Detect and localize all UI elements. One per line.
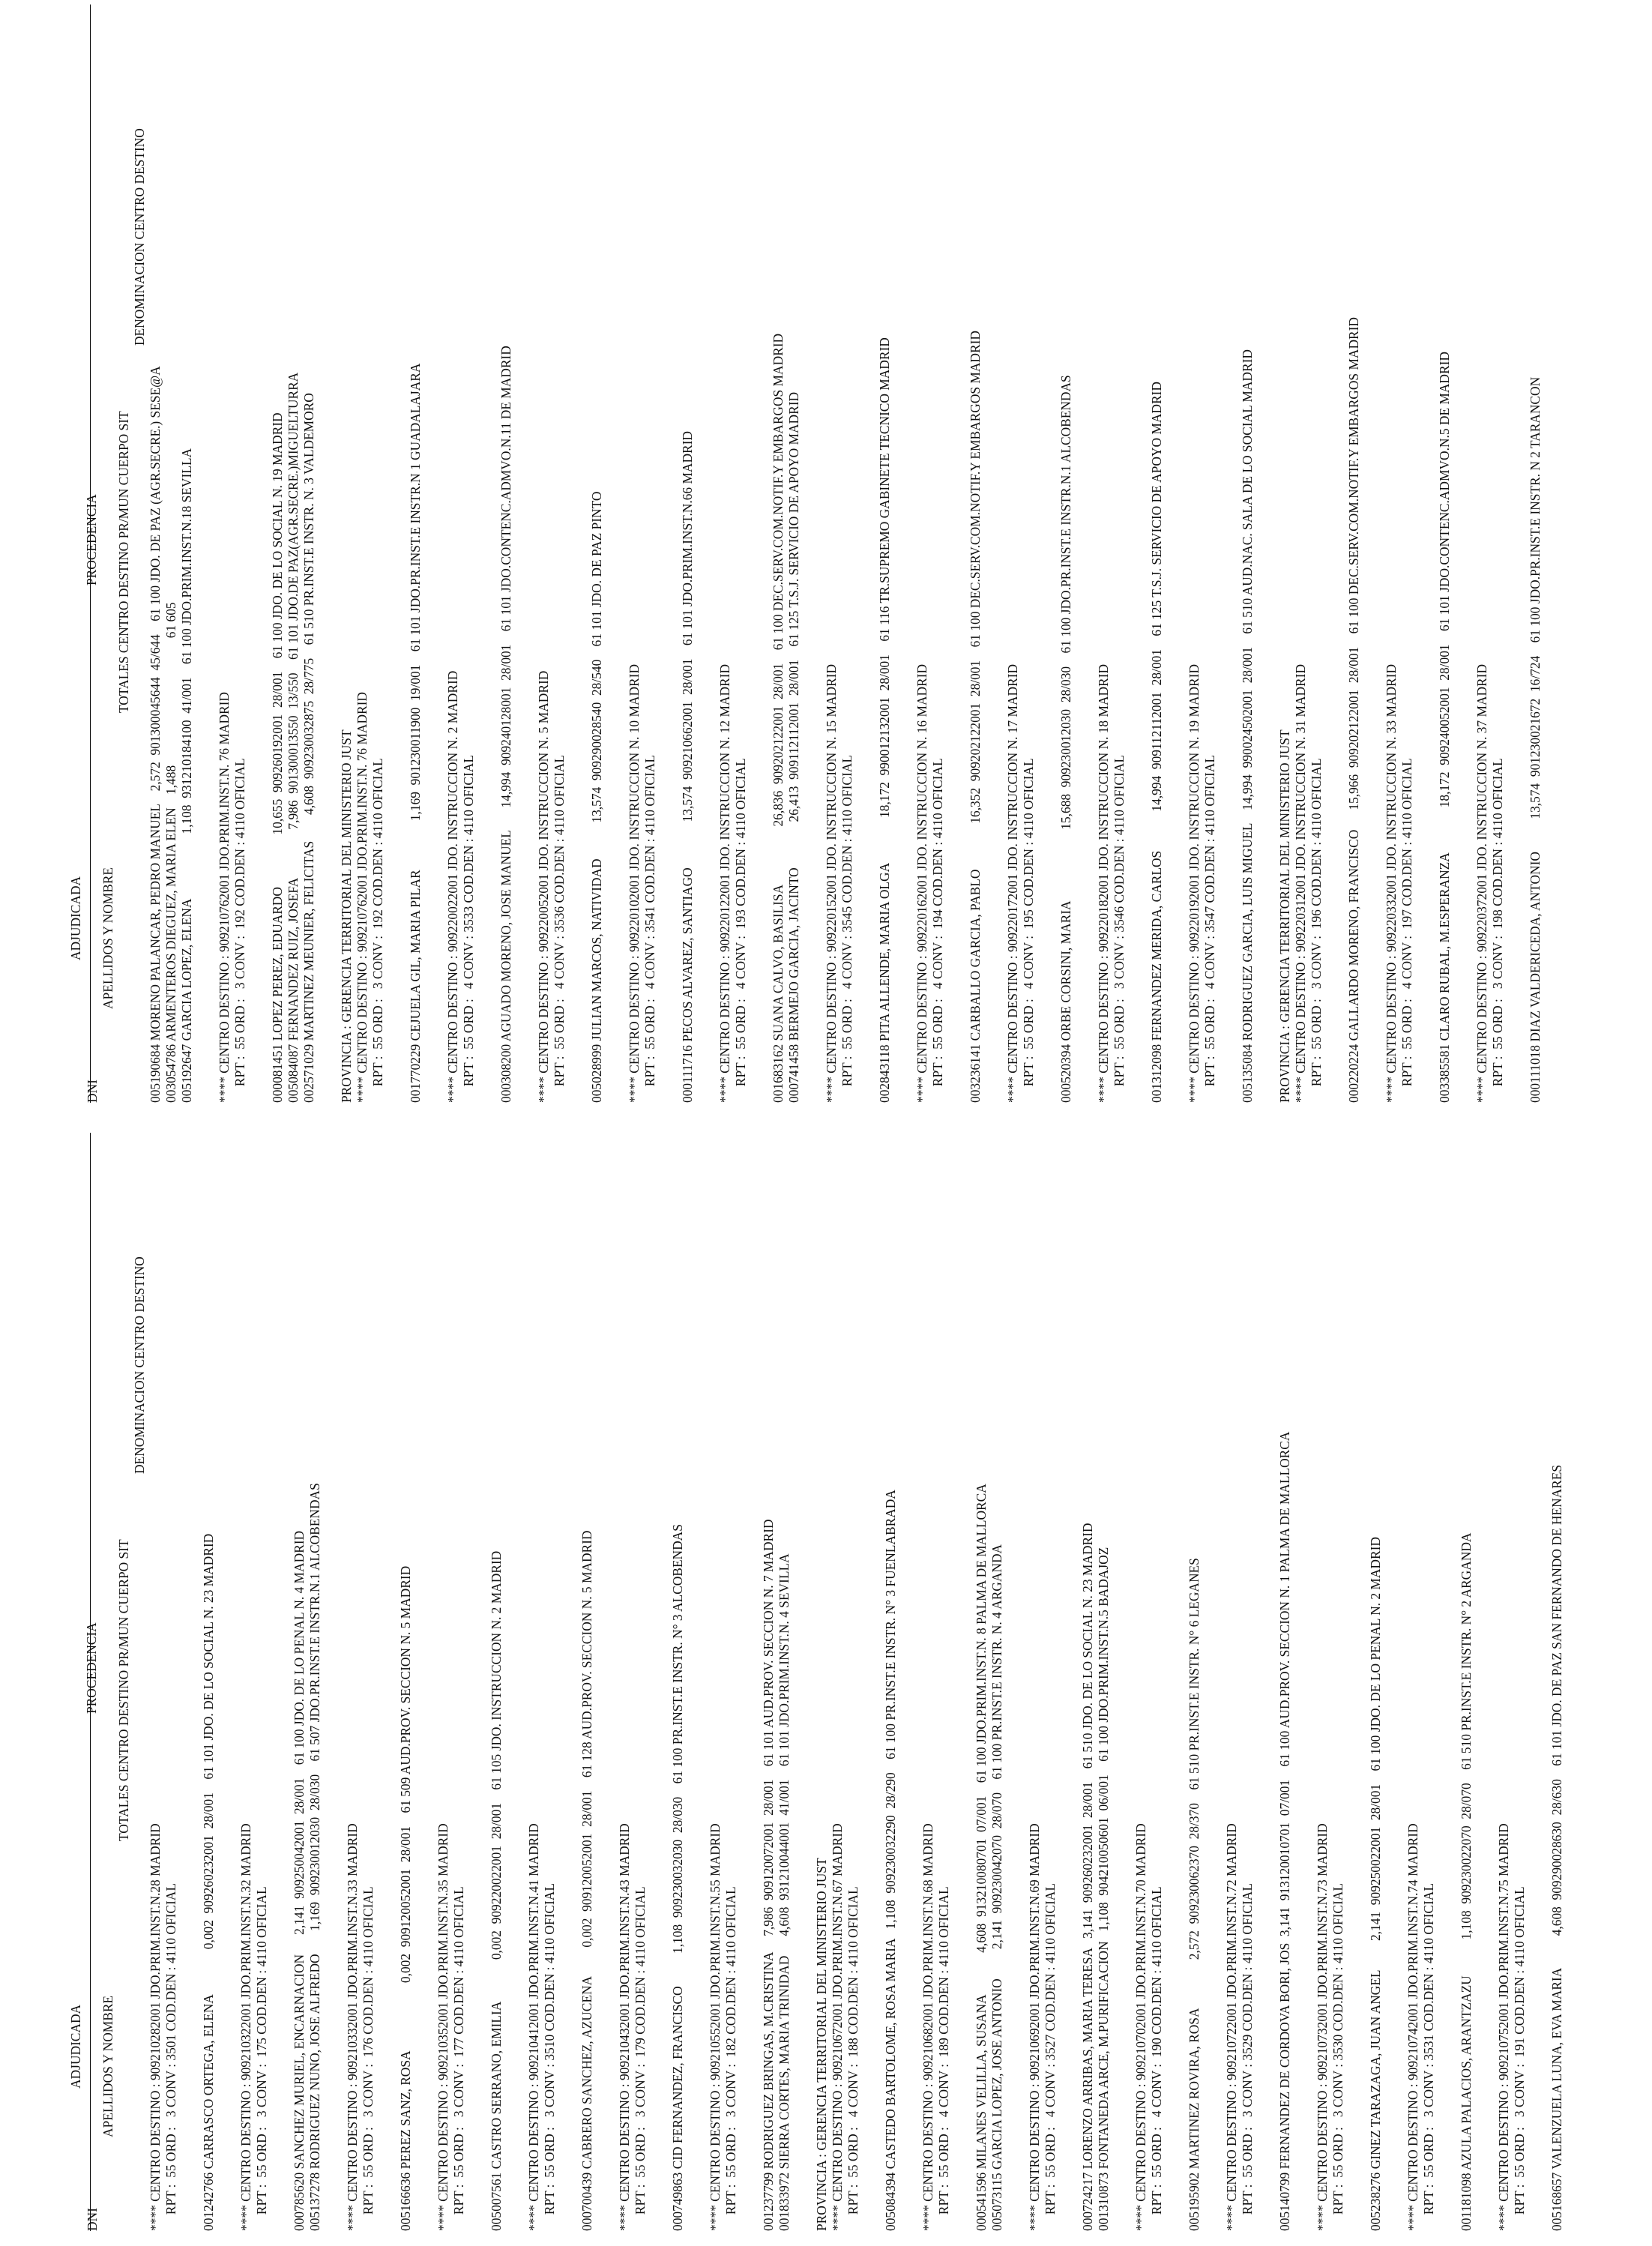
- listing-line: 005195902 MARTINEZ ROVIRA, ROSA 2,572 909230062370 28/370 61 510 PR.INST.E INSTR. N° 6 LEGANES: [1187, 1558, 1202, 2231]
- listing-line: 000081451 LOPEZ PEREZ, EDUARDO 10,655 909260192001 28/001 61 100 JDO. DE LO SOCIAL N. 19 MADRID: [270, 412, 285, 1103]
- listing-line: RPT : 55 ORD : 4 CONV : 194 COD.DEN : 4110 OFICIAL: [930, 758, 945, 1103]
- listing-line: 005007561 CASTRO SERRANO, EMILIA 0,002 909220022001 28/001 61 105 JDO. INSTRUCCION N. 2 MADRID: [489, 1550, 504, 2231]
- listing-line: 001242766 CARRASCO ORTEGA, ELENA 0,002 909260232001 28/001 61 101 JDO. DE LO SOCIAL N. 23 MADRID: [201, 1533, 216, 2231]
- listing-line: **** CENTRO DESTINO : 909220052001 JDO. INSTRUCCION N. 5 MADRID: [536, 670, 551, 1103]
- listing-block: [1528, 4, 1543, 1103]
- column-header: [52, 1133, 147, 2231]
- listing-line: RPT : 55 ORD : 3 CONV : 3531 COD.DEN : 4110 OFICIAL: [1421, 1883, 1436, 2231]
- listing-block: [1549, 1133, 1565, 2231]
- listing-line: 005084394 CASTEDO BARTOLOME, ROSA MARIA 1,108 909230032290 28/290 61 100 PR.INST.E INSTR. N° 3 FUENLABRADA: [883, 1490, 898, 2231]
- listing-block: [1474, 4, 1506, 1103]
- listing-block: [1496, 1133, 1528, 2231]
- listing-block: [814, 1133, 861, 2231]
- header-adjudicada: ADJUDICADA: [68, 876, 83, 960]
- listing-line: RPT : 55 ORD : 4 CONV : 197 COD.DEN : 4110 OFICIAL: [1399, 758, 1414, 1103]
- header-denominacion: DENOMINACION CENTRO DESTINO: [132, 1256, 147, 1474]
- listing-line: 005168657 VALENZUELA LUNA, EVA MARIA 4,608 909290028630 28/630 61 101 JDO. DE PAZ SAN FERNANDO DE HENARES: [1549, 1464, 1564, 2231]
- listing-block: [717, 4, 749, 1103]
- listing-block: [1240, 4, 1255, 1103]
- header-procedencia: PROCEDENCIA: [84, 1622, 99, 1714]
- listing-line: **** CENTRO DESTINO : 909210682001 JDO.PRIM.INST.N.68 MADRID: [920, 1823, 935, 2231]
- listing-line: **** CENTRO DESTINO : 909210332001 JDO.PRIM.INST.N.33 MADRID: [345, 1823, 360, 2231]
- listing-block: [489, 1133, 504, 2231]
- listing-line: 001181098 AZULA PALACIOS, ARANTZAZU 1,108 909230022070 28/070 61 510 PR.INST.E INSTR. N° 2 ARGANDA: [1459, 1532, 1474, 2231]
- listing-block: [1080, 1133, 1112, 2231]
- listing-line: **** CENTRO DESTINO : 909210672001 JDO.PRIM.INST.N.67 MADRID: [830, 1823, 845, 2231]
- listing-block: [435, 1133, 467, 2231]
- listing-line: RPT : 55 ORD : 4 CONV : 193 COD.DEN : 4110 OFICIAL: [733, 758, 748, 1103]
- listing-block: [761, 1133, 792, 2231]
- listing-line: PROVINCIA : GERENCIA TERRITORIAL DEL MINISTERIO JUST: [1277, 729, 1292, 1103]
- listing-block: [877, 4, 893, 1103]
- listing-line: 000741458 BERMEJO GARCIA, JACINTO 26,413 909112112001 28/001 61 125 T.S.J. SERVICIO DE APOYO MADRID: [786, 391, 801, 1103]
- listing-block: [1459, 1133, 1474, 2231]
- listing-block: [292, 1133, 323, 2231]
- listing-line: 000220224 GALLARDO MORENO, FRANCISCO 15,966 909202122001 28/001 61 100 DEC.SERV.COM.NOTIF.Y EMBARGOS MADRID: [1346, 317, 1361, 1103]
- listing-block: [345, 1133, 376, 2231]
- listing-line: 001833972 SIERRA CORTES, MARIA TRINIDAD 4,608 931210044001 41/001 61 101 JDO.PRIM.INST.N. 4 SEVILLA: [777, 1553, 792, 2231]
- listing-line: RPT : 55 ORD : 3 CONV : 176 COD.DEN : 4110 OFICIAL: [361, 1886, 376, 2231]
- listing-line: **** CENTRO DESTINO : 909210762001 JDO.PRIM.INST.N. 76 MADRID: [217, 692, 232, 1103]
- header-adjudicada: ADJUDICADA: [68, 2004, 83, 2089]
- listing-line: **** CENTRO DESTINO : 909210412001 JDO.PRIM.INST.N.41 MADRID: [526, 1823, 541, 2231]
- listing-block: [771, 4, 802, 1103]
- listing-block: [1058, 4, 1074, 1103]
- listing-line: RPT : 55 ORD : 3 CONV : 179 COD.DEN : 4110 OFICIAL: [633, 1886, 648, 2231]
- listing-line: **** CENTRO DESTINO : 909220022001 JDO. INSTRUCCION N. 2 MADRID: [445, 670, 460, 1103]
- listing-line: 005192647 GARCIA LOPEZ, ELENA 1,108 931210184100 41/001 61 100 JDO.PRIM.INST.N.18 SEVILLA: [179, 448, 194, 1103]
- listing-block: [920, 1133, 952, 2231]
- listing-block: [1437, 4, 1453, 1103]
- header-apellidos: APELLIDOS Y NOMBRE: [100, 1995, 115, 2137]
- listing-line: 001312098 FERNANDEZ MERIDA, CARLOS 14,994 909112112001 28/001 61 125 T.S.J. SERVICIO DE APOYO MADRID: [1149, 382, 1164, 1103]
- listing-line: **** CENTRO DESTINO : 909220172001 JDO. INSTRUCCION N. 17 MADRID: [1005, 663, 1020, 1103]
- listing-line: **** CENTRO DESTINO : 909210352001 JDO.PRIM.INST.N.35 MADRID: [435, 1823, 450, 2231]
- listing-line: 000700439 CABRERO SANCHEZ, AZUCENA 0,002 909120052001 28/001 61 128 AUD.PROV. SECCION N. 5 MADRID: [579, 1530, 594, 2231]
- listing-block: [627, 4, 658, 1103]
- listing-line: **** CENTRO DESTINO : 909220312001 JDO. INSTRUCCION N. 31 MADRID: [1293, 663, 1308, 1103]
- listing-line: RPT : 55 ORD : 3 CONV : 3530 COD.DEN : 4110 OFICIAL: [1330, 1883, 1345, 2231]
- listing-line: **** CENTRO DESTINO : 909210702001 JDO.PRIM.INST.N.70 MADRID: [1133, 1823, 1148, 2231]
- listing-line: RPT : 55 ORD : 3 CONV : 196 COD.DEN : 4110 OFICIAL: [1309, 758, 1324, 1103]
- listing-line: 005166636 PEREZ SANZ, ROSA 0,002 909120052001 28/001 61 509 AUD.PROV. SECCION N. 5 MADRID: [398, 1565, 413, 2231]
- listing-line: 005028999 JULIAN MARCOS, NATIVIDAD 13,574 909290028540 28/540 61 101 JDO. DE PAZ PINTO: [589, 491, 604, 1103]
- listing-line: PROVINCIA : GERENCIA TERRITORIAL DEL MINISTERIO JUST: [814, 1858, 829, 2231]
- listing-line: RPT : 55 ORD : 4 CONV : 188 COD.DEN : 4110 OFICIAL: [845, 1886, 860, 2231]
- listing-block: [824, 4, 855, 1103]
- listing-line: RPT : 55 ORD : 4 CONV : 3536 COD.DEN : 4110 OFICIAL: [552, 755, 567, 1103]
- left-entries: [148, 1133, 1565, 2231]
- header-dni: DNI: [85, 2208, 100, 2231]
- listing-block: [708, 1133, 739, 2231]
- listing-block: [974, 1133, 1005, 2231]
- listing-line: RPT : 55 ORD : 4 CONV : 3545 COD.DEN : 4110 OFICIAL: [839, 755, 854, 1103]
- listing-block: [1405, 1133, 1437, 2231]
- listing-line: 003236141 CARBALLO GARCIA, PABLO 16,352 909202122001 28/001 61 100 DEC.SERV.COM.NOTIF.Y EMBARGOS MADRID: [968, 331, 983, 1103]
- listing-block: [1277, 4, 1324, 1103]
- listing-line: **** CENTRO DESTINO : 909220162001 JDO. INSTRUCCION N. 16 MADRID: [914, 663, 929, 1103]
- listing-line: 001770229 CEJUELA GIL, MARIA PILAR 1,169 901230011900 19/001 61 101 JDO.PR.INST.E INSTR.N 1 GUADALAJARA: [408, 363, 423, 1103]
- listing-block: [526, 1133, 558, 2231]
- listing-block: [1346, 4, 1362, 1103]
- header-dni: DNI: [85, 1080, 100, 1103]
- header-apellidos: APELLIDOS Y NOMBRE: [100, 867, 115, 1009]
- listing-block: [589, 4, 605, 1103]
- listing-line: RPT : 55 ORD : 3 CONV : 3501 COD.DEN : 4110 OFICIAL: [163, 1883, 178, 2231]
- listing-block: [408, 4, 423, 1103]
- listing-line: RPT : 55 ORD : 3 CONV : 177 COD.DEN : 4110 OFICIAL: [451, 1886, 466, 2231]
- listing-block: [1315, 1133, 1346, 2231]
- listing-line: 005238276 GINEZ TARAZAGA, JUAN ANGEL 2,141 909250022001 28/001 61 100 JDO. DE LO PENAL N. 2 MADRID: [1368, 1537, 1383, 2231]
- listing-line: **** CENTRO DESTINO : 909220332001 JDO. INSTRUCCION N. 33 MADRID: [1384, 663, 1399, 1103]
- listing-block: [217, 4, 248, 1103]
- listing-block: [1005, 4, 1037, 1103]
- header-totales: TOTALES CENTRO DESTINO PR/MUN CUERPO SIT: [116, 1539, 131, 1841]
- listing-block: [270, 4, 317, 1103]
- listing-block: [1149, 4, 1165, 1103]
- listing-line: **** CENTRO DESTINO : 909210282001 JDO.PRIM.INST.N.28 MADRID: [148, 1823, 163, 2231]
- listing-line: RPT : 55 ORD : 3 CONV : 182 COD.DEN : 4110 OFICIAL: [723, 1886, 738, 2231]
- listing-block: [883, 1133, 899, 2231]
- listing-line: 001683162 SUANA CALVO, BASILISA 26,836 909202122001 28/001 61 100 DEC.SERV.COM.NOTIF.Y EMBARGOS MADRID: [771, 333, 786, 1103]
- listing-line: RPT : 55 ORD : 4 CONV : 3533 COD.DEN : 4110 OFICIAL: [461, 755, 476, 1103]
- listing-line: **** CENTRO DESTINO : 909210742001 JDO.PRIM.INST.N.74 MADRID: [1405, 1823, 1420, 2231]
- column-header: [52, 4, 147, 1103]
- listing-line: **** CENTRO DESTINO : 909210432001 JDO.PRIM.INST.N.43 MADRID: [617, 1823, 632, 2231]
- listing-line: RPT : 55 ORD : 4 CONV : 3547 COD.DEN : 4110 OFICIAL: [1202, 755, 1217, 1103]
- listing-line: **** CENTRO DESTINO : 909220192001 JDO. INSTRUCCION N. 19 MADRID: [1187, 663, 1202, 1103]
- listing-block: [445, 4, 477, 1103]
- listing-line: RPT : 55 ORD : 3 CONV : 198 COD.DEN : 4110 OFICIAL: [1490, 758, 1505, 1103]
- listing-line: 002571029 MARTINEZ MEUNIER, FELICITAS 4,608 909230032875 28/775 61 510 PR.INST.E INSTR. N. 3 VALDEMORO: [301, 393, 316, 1103]
- listing-line: RPT : 55 ORD : 3 CONV : 191 COD.DEN : 4110 OFICIAL: [1512, 1886, 1527, 2231]
- header-totales: TOTALES CENTRO DESTINO PR/MUN CUERPO SIT: [116, 411, 131, 713]
- listing-line: 005140799 FERNANDEZ DE CORDOVA BORI, JOS 3,141 913120010701 07/001 61 100 AUD.PROV. SECCION N. 1 PALMA DE MALLORCA: [1277, 1431, 1292, 2231]
- listing-line: RPT : 55 ORD : 4 CONV : 3527 COD.DEN : 4110 OFICIAL: [1043, 1883, 1058, 2231]
- listing-line: **** CENTRO DESTINO : 909220152001 JDO. INSTRUCCION N. 15 MADRID: [824, 663, 839, 1103]
- listing-block: [1187, 4, 1218, 1103]
- listing-block: [1027, 1133, 1058, 2231]
- listing-line: 000111716 PECOS ALVAREZ, SANTIAGO 13,574 909210662001 28/001 61 101 JDO.PRIM.INST.N.66 MADRID: [680, 431, 695, 1103]
- header-denominacion: DENOMINACION CENTRO DESTINO: [132, 128, 147, 346]
- listing-block: [339, 4, 386, 1103]
- listing-block: [238, 1133, 270, 2231]
- listing-block: [914, 4, 946, 1103]
- listing-line: **** CENTRO DESTINO : 909210762001 JDO.PRIM.INST.N. 76 MADRID: [355, 692, 370, 1103]
- header-procedencia: PROCEDENCIA: [84, 494, 99, 585]
- listing-block: [1368, 1133, 1384, 2231]
- listing-line: **** CENTRO DESTINO : 909210552001 JDO.PRIM.INST.N.55 MADRID: [708, 1823, 723, 2231]
- listing-line: 005137278 RODRIGUEZ NUNO, JOSE ALFREDO 1,169 909230012030 28/030 61 507 JDO.PR.INST.E INSTR.N.1 ALCOBENDAS: [307, 1483, 322, 2231]
- listing-block: [579, 1133, 595, 2231]
- listing-line: 003385581 CLARO RUBAL, M.ESPERANZA 18,172 909240052001 28/001 61 101 JDO.CONTENC.ADMVO.N.5 DE MADRID: [1437, 352, 1452, 1103]
- listing-block: [536, 4, 567, 1103]
- listing-block: [1224, 1133, 1255, 2231]
- listing-line: 005084087 FERNANDEZ RUIZ, JOSEFA 7,986 901300013550 13/550 61 101 JDO.DE PAZ(AGR.SECRE.)MIGUELTURRA: [286, 372, 301, 1103]
- listing-line: PROVINCIA : GERENCIA TERRITORIAL DEL MINISTERIO JUST: [339, 729, 354, 1103]
- listing-block: [1133, 1133, 1165, 2231]
- listing-line: RPT : 55 ORD : 3 CONV : 175 COD.DEN : 4110 OFICIAL: [254, 1886, 269, 2231]
- listing-block: [398, 1133, 414, 2231]
- listing-line: **** CENTRO DESTINO : 909210692001 JDO.PRIM.INST.N.69 MADRID: [1027, 1823, 1042, 2231]
- listing-line: 000749863 CID FERNANDEZ, FRANCISCO 1,108 909230032030 28/030 61 100 PR.INST.E INSTR. N° 3 ALCOBENDAS: [670, 1524, 685, 2231]
- left-column: [21, 1133, 1633, 2231]
- listing-line: **** CENTRO DESTINO : 909210732001 JDO.PRIM.INST.N.73 MADRID: [1315, 1823, 1330, 2231]
- listing-line: 000541596 MILANES VELILLA, SUSANA 4,608 913210080701 07/001 61 100 JDO.PRIM.INST.N. 8 PALMA DE MALLORCA: [974, 1484, 989, 2231]
- listing-line: RPT : 55 ORD : 4 CONV : 189 COD.DEN : 4110 OFICIAL: [936, 1886, 951, 2231]
- listing-line: 000111018 DIAZ VALDERICEDA, ANTONIO 13,574 901230021672 16/724 61 100 JDO.PR.INST.E INSTR. N 2 TARANCON: [1528, 376, 1543, 1103]
- listing-line: 002843118 PITA ALLENDE, MARIA OLGA 18,172 990012132001 28/001 61 116 TR.SUPREMO GABINETE TECNICO MADRID: [877, 337, 892, 1103]
- listing-line: **** CENTRO DESTINO : 909220122001 JDO. INSTRUCCION N. 12 MADRID: [717, 663, 732, 1103]
- listing-block: [1096, 4, 1127, 1103]
- listing-block: [1277, 1133, 1293, 2231]
- listing-line: RPT : 55 ORD : 3 CONV : 192 COD.DEN : 4110 OFICIAL: [232, 758, 247, 1103]
- listing-line: RPT : 55 ORD : 3 CONV : 3529 COD.DEN : 4110 OFICIAL: [1240, 1883, 1255, 2231]
- listing-line: 005135084 RODRIGUEZ GARCIA, LUIS MIGUEL 14,994 990024502001 28/001 61 510 AUD.NAC. SALA DE LO SOCIAL MADRID: [1240, 349, 1255, 1103]
- listing-line: RPT : 55 ORD : 3 CONV : 192 COD.DEN : 4110 OFICIAL: [370, 758, 385, 1103]
- listing-line: **** CENTRO DESTINO : 909220372001 JDO. INSTRUCCION N. 37 MADRID: [1474, 663, 1489, 1103]
- right-column: [21, 4, 1633, 1103]
- listing-line: **** CENTRO DESTINO : 909210722001 JDO.PRIM.INST.N.72 MADRID: [1224, 1823, 1239, 2231]
- listing-line: **** CENTRO DESTINO : 909220102001 JDO. INSTRUCCION N. 10 MADRID: [627, 663, 642, 1103]
- listing-line: RPT : 55 ORD : 4 CONV : 190 COD.DEN : 4110 OFICIAL: [1149, 1886, 1164, 2231]
- listing-block: [1187, 1133, 1202, 2231]
- listing-line: 000308200 AGUADO MORENO, JOSE MANUEL 14,994 909240128001 28/001 61 101 JDO.CONTENC.ADMVO.N.11 DE MADRID: [498, 346, 513, 1103]
- listing-line: 005073115 GARCIA LOPEZ, JOSE ANTONIO 2,141 909230042070 28/070 61 100 PR.INST.E INSTR. N. 4 ARGANDA: [989, 1544, 1004, 2231]
- listing-line: **** CENTRO DESTINO : 909210322001 JDO.PRIM.INST.N.32 MADRID: [238, 1823, 253, 2231]
- listing-line: 001237799 RODRIGUEZ BRINGAS, M.CRISTINA 7,986 909120072001 28/001 61 101 AUD.PROV. SECCION N. 7 MADRID: [761, 1519, 776, 2231]
- listing-line: RPT : 55 ORD : 3 CONV : 3510 COD.DEN : 4110 OFICIAL: [542, 1883, 557, 2231]
- listing-line: 000724217 LORENZO ARRIBAS, MARIA TERESA 3,141 909260232001 28/001 61 510 JDO. DE LO SOCIAL N. 23 MADRID: [1080, 1523, 1095, 2231]
- listing-line: **** CENTRO DESTINO : 909210752001 JDO.PRIM.INST.N.75 MADRID: [1496, 1823, 1511, 2231]
- listing-line: 000785620 SANCHEZ MURIEL, ENCARNACION 2,141 909250042001 28/001 61 100 JDO. DE LO PENAL N. 4 MADRID: [292, 1530, 307, 2231]
- listing-block: [670, 1133, 686, 2231]
- listing-line: RPT : 55 ORD : 3 CONV : 3546 COD.DEN : 4110 OFICIAL: [1112, 755, 1127, 1103]
- listing-line: 005190684 MORENO PALANCAR, PEDRO MANUEL 2,572 901300045644 45/644 61 100 JDO. DE PAZ (AGR.SECRE.) SESE@A: [148, 366, 163, 1103]
- listing-block: [680, 4, 696, 1103]
- listing-line: **** CENTRO DESTINO : 909220182001 JDO. INSTRUCCION N. 18 MADRID: [1096, 663, 1111, 1103]
- listing-line: 003054786 ARMENTEROS DIEGUEZ, MARIA ELEN 1,488 61 605: [163, 602, 178, 1103]
- listing-line: 000520394 ORBE CORSINI, MARIA 15,688 909230012030 28/030 61 100 JDO.PR.INST.E INSTR.N.1 ALCOBENDAS: [1058, 375, 1073, 1103]
- listing-block: [617, 1133, 648, 2231]
- listing-line: 001310873 FONTANEDA ARCE, M.PURIFICACION 1,108 904210050601 06/001 61 100 JDO.PRIM.INST.N.5 BADAJOZ: [1096, 1547, 1111, 2231]
- listing-block: [968, 4, 983, 1103]
- listing-block: [201, 1133, 217, 2231]
- listing-line: RPT : 55 ORD : 4 CONV : 195 COD.DEN : 4110 OFICIAL: [1021, 758, 1036, 1103]
- listing-line: RPT : 55 ORD : 4 CONV : 3541 COD.DEN : 4110 OFICIAL: [642, 755, 657, 1103]
- right-entries: [148, 4, 1543, 1103]
- listing-block: [1384, 4, 1415, 1103]
- listing-block: [498, 4, 514, 1103]
